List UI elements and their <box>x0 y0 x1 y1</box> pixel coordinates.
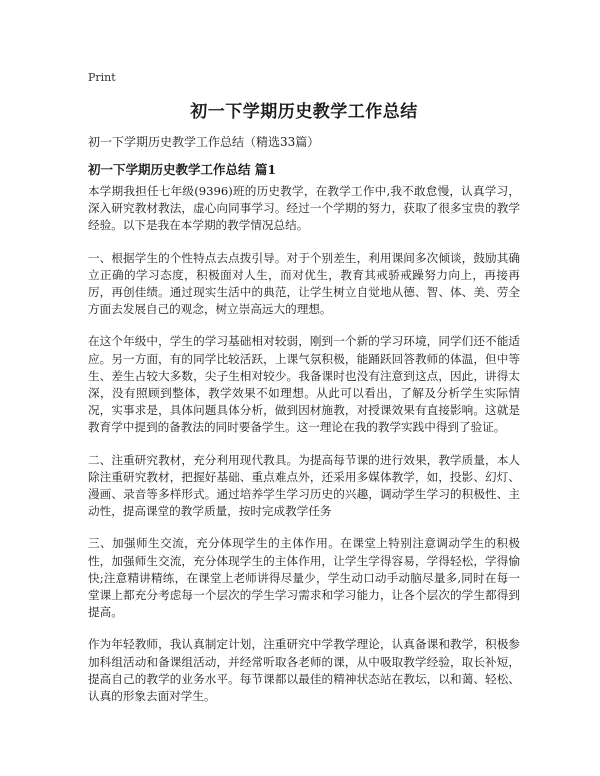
print-link[interactable]: Print <box>88 71 116 84</box>
paragraph: 本学期我担任七年级(9396)班的历史教学，在教学工作中,我不敢怠慢，认真学习，深入研究教材教法，虚心向同事学习。经过一个学期的努力，获取了很多宝贵的教学经验。以下是我在本学期的教学情况总结。 <box>88 184 520 233</box>
document-body <box>88 183 520 720</box>
document-subtitle: 初一下学期历史教学工作总结（精选33篇） <box>88 135 320 149</box>
paragraph: 二、注重研究教材，充分利用现代教具。为提高每节课的进行效果，教学质量，本人除注重研究教材，把握好基础、重点难点外，还采用多媒体教学，如，投影、幻灯、漫画、录音等多样形式。通过培养学生学习历史的兴趣，调动学生学习的积极性、主动性，提高课堂的教学质量，按时完成教学任务 <box>88 452 520 519</box>
section-heading: 初一下学期历史教学工作总结 篇1 <box>88 162 277 177</box>
paragraph: 三、加强师生交流，充分体现学生的主体作用。在课堂上特别注意调动学生的积极性，加强师生交流，充分体现学生的主体作用，让学生学得容易，学得轻松，学得愉快;注意精讲精练，在课堂上老师讲得尽量少，学生动口动手动脑尽量多,同时在每一堂课上都充分考虑每一个层次的学生学习需求和学习能力，让各个层次的学生都得到提高。 <box>88 536 520 620</box>
page-title: 初一下学期历史教学工作总结 <box>190 102 418 122</box>
paragraph: 作为年轻教师，我认真制定计划，注重研究中学教学理论，认真备课和教学，积极参加科组活动和备课组活动，并经常听取各老师的课，从中吸取教学经验，取长补短，提高自己的教学的业务水平。每节课都以最佳的精神状态站在教坛，以和蔼、轻松、认真的形象去面对学生。 <box>88 637 520 704</box>
paragraph: 在这个年级中，学生的学习基础相对较弱，刚到一个新的学习环境，同学们还不能适应。另一方面，有的同学比较活跃，上课气氛积极，能踊跃回答教师的体温，但中等生、差生占较大多数，尖子生相对较少。我备课时也没有注意到这点，因此，讲得太深，没有照顾到整体，教学效果不如理想。从此可以看出，了解及分析学生实际情况，实事求是，具体问题具体分析，做到因材施教，对授课效果有直接影响。这就是教育学中提到的备教法的同时要备学生。这一理论在我的教学实践中得到了验证。 <box>88 334 520 435</box>
paragraph: 一、根据学生的个性特点去点拨引导。对于个别差生，利用课间多次倾谈，鼓励其确立正确的学习态度，积极面对人生，而对优生，教育其戒骄戒躁努力向上，再接再厉，再创佳绩。通过现实生活中的典范，让学生树立自觉地从德、智、体、美、劳全方面去发展自己的观念，树立崇高远大的理想。 <box>88 250 520 317</box>
